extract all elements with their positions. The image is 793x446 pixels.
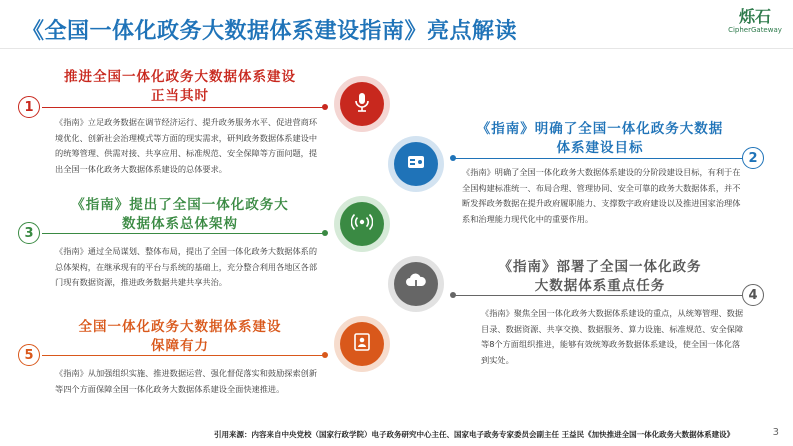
- section3-number-badge: 3: [18, 222, 40, 244]
- contact-card-icon: [351, 331, 373, 357]
- page-number: 3: [772, 427, 779, 438]
- section4-title: [465, 258, 735, 296]
- page-title: 《全国一体化政务大数据体系建设指南》亮点解读: [22, 19, 518, 44]
- icon-circle-3: [334, 196, 390, 252]
- section4-connector: [452, 295, 742, 296]
- section2-connector: [452, 158, 742, 159]
- wifi-signal-icon: [351, 211, 373, 237]
- section5-title-line1: 全国一体化政务大数据体系建设: [78, 319, 282, 335]
- logo-en: CipherGateway: [728, 26, 782, 34]
- section1-body: 《指南》立足政务数据在调节经济运行、提升政务服务水平、促进营商环境优化、创新社会治理模式等方面的现实需求，研判政务数据体系建设中的统筹管理、供需对接、共享应用、标准规范、安全保障等方面问题，提出全国一体化政务大数据体系建设的总体要求。: [55, 117, 318, 174]
- section5-connector-dot: [322, 352, 328, 358]
- section1-connector: [42, 107, 324, 108]
- icon-circle-4: [388, 256, 444, 312]
- section4-title-line2: 大数据体系重点任务: [534, 278, 666, 294]
- database-icon: [405, 151, 427, 177]
- logo-cn: 烁石: [738, 7, 771, 26]
- icon-circle-1: [334, 76, 390, 132]
- section3-title: [50, 196, 310, 234]
- section4-number-badge: 4: [742, 284, 764, 306]
- section1-title-line2: 正当其时: [151, 88, 209, 104]
- section4-title-line1: 《指南》部署了全国一体化政务: [498, 259, 702, 275]
- section2-title: [460, 120, 740, 158]
- section5-body: 《指南》从加强组织实施、推进数据运营、强化督促落实和鼓励探索创新等四个方面保障全国一体化政务大数据体系建设全面快速推进。: [55, 368, 318, 394]
- section3-body: 《指南》通过全局谋划、整体布局，提出了全国一体化政务大数据体系的总体架构，在继承现有的平台与系统的基础上，充分整合利用各地区各部门现有数据资源，推进政务数据共建共享共治。: [55, 246, 318, 287]
- section2-body: 《指南》明确了全国一体化政务大数据体系建设的分阶段建设目标，有利于在全国构建标准统一、布局合理、管理协同、安全可靠的政务大数据体系，并不断发挥政务数据在提升政府履职能力、支撑数字政府建设以及推进国家治理体系和治理能力现代化中的重要作用。: [462, 167, 741, 224]
- section5-connector: [42, 355, 324, 356]
- section1-connector-dot: [322, 104, 328, 110]
- section2-number-badge: 2: [742, 147, 764, 169]
- source-citation: 引用来源：内容来自中央党校（国家行政学院）电子政务研究中心主任、国家电子政务专家委员会副主任 王益民《加快推进全国一体化政务大数据体系建设》: [214, 430, 735, 439]
- section5-title-line2: 保障有力: [151, 338, 209, 354]
- section3-title-line2: 数据体系总体架构: [122, 216, 238, 232]
- brand-logo: [725, 8, 785, 34]
- section1-title-line1: 推进全国一体化政务大数据体系建设: [64, 69, 296, 85]
- section1-number-badge: 1: [18, 96, 40, 118]
- microphone-icon: [351, 91, 373, 117]
- divider: [0, 48, 793, 49]
- icon-circle-2: [388, 136, 444, 192]
- section1-title: [40, 68, 320, 106]
- section5-number-badge: 5: [18, 344, 40, 366]
- section3-title-line1: 《指南》提出了全国一体化政务大: [71, 197, 289, 213]
- section5-title: [50, 318, 310, 356]
- section2-title-line1: 《指南》明确了全国一体化政务大数据: [476, 121, 724, 137]
- section2-title-line2: 体系建设目标: [556, 140, 644, 156]
- section3-connector-dot: [322, 230, 328, 236]
- cloud-download-icon: [404, 271, 428, 297]
- icon-circle-5: [334, 316, 390, 372]
- section3-connector: [42, 233, 324, 234]
- section4-body: 《指南》聚焦全国一体化政务大数据体系建设的重点，从统筹管理、数据目录、数据资源、共享交换、数据服务、算力设施、标准规范、安全保障等8个方面组织推进，能够有效统筹政务数据体系建设，使全国一体化落到实处。: [481, 308, 744, 365]
